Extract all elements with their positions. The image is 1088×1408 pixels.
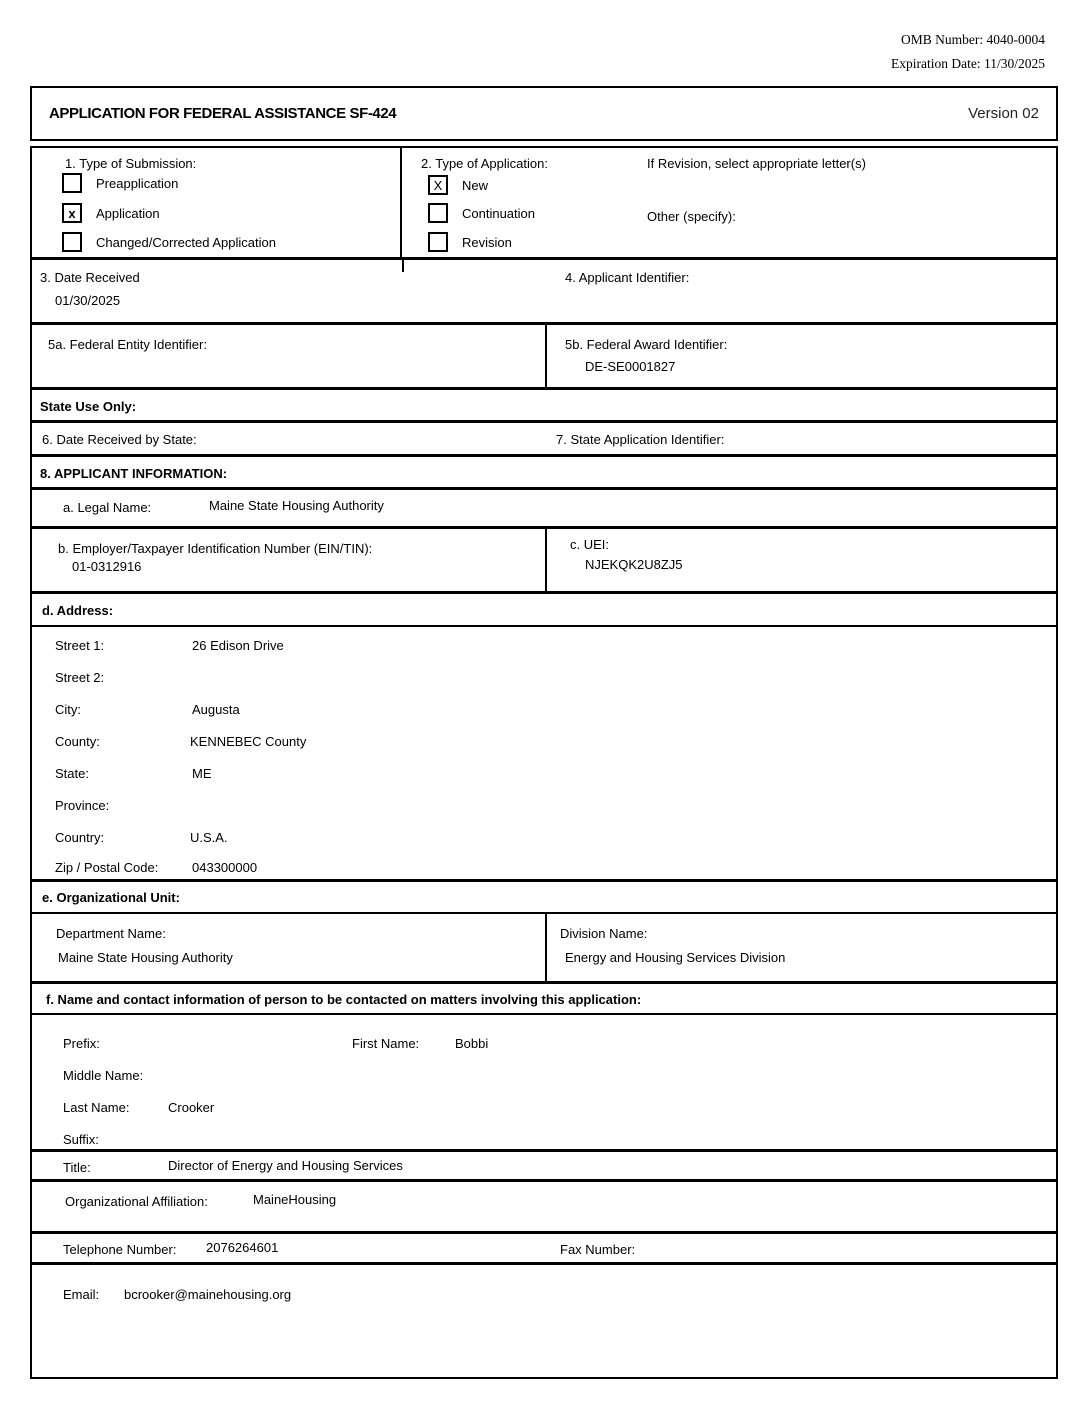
form-body xyxy=(30,146,1058,1379)
telephone-value[interactable]: 2076264601 xyxy=(206,1240,279,1255)
legal-name-value[interactable]: Maine State Housing Authority xyxy=(209,498,384,513)
federal-entity-identifier-label: 5a. Federal Entity Identifier: xyxy=(48,337,207,352)
application-label: Application xyxy=(96,205,160,221)
option-changed-corrected xyxy=(62,232,276,252)
prefix-label: Prefix: xyxy=(63,1035,100,1051)
row-legal-name xyxy=(32,490,1056,529)
org-affiliation-value[interactable]: MaineHousing xyxy=(253,1192,337,1207)
expiration-date: Expiration Date: 11/30/2025 xyxy=(891,56,1045,71)
row-department-division xyxy=(32,914,1056,984)
row-title xyxy=(32,1152,1056,1182)
division-name-value[interactable]: Energy and Housing Services Division xyxy=(565,950,786,965)
uei-value[interactable]: NJEKQK2U8ZJ5 xyxy=(585,557,683,572)
country-value[interactable]: U.S.A. xyxy=(190,829,228,845)
field-zip xyxy=(32,853,1056,882)
checkbox-preapplication[interactable] xyxy=(62,173,82,193)
new-label: New xyxy=(462,177,489,193)
street2-label: Street 2: xyxy=(55,669,105,685)
ein-value[interactable]: 01-0312916 xyxy=(72,559,142,574)
fax-label: Fax Number: xyxy=(560,1242,636,1257)
uei-cell xyxy=(547,529,1056,591)
date-received-cell xyxy=(32,260,565,322)
row-submission-application xyxy=(32,148,1056,260)
telephone-label: Telephone Number: xyxy=(63,1242,177,1257)
title-value[interactable]: Director of Energy and Housing Services xyxy=(168,1158,403,1173)
field-middle-name xyxy=(32,1059,1056,1091)
type-of-application-cell xyxy=(402,148,1056,257)
street1-value[interactable]: 26 Edison Drive xyxy=(192,637,284,653)
checkbox-changed-corrected[interactable] xyxy=(62,232,82,252)
row-state-use-only xyxy=(32,390,1056,423)
row-applicant-information-heading xyxy=(32,457,1056,490)
county-label: County: xyxy=(55,733,100,749)
state-label: State: xyxy=(55,765,89,781)
field-suffix xyxy=(32,1123,1056,1155)
row-email xyxy=(32,1265,1056,1377)
checkbox-revision[interactable] xyxy=(428,232,448,252)
option-continuation xyxy=(428,203,535,223)
address-heading: d. Address: xyxy=(42,603,114,618)
option-new xyxy=(428,175,488,195)
field-last-name xyxy=(32,1091,1056,1123)
type-of-submission-cell xyxy=(32,148,402,257)
date-received-by-state-label: 6. Date Received by State: xyxy=(42,432,197,447)
federal-award-identifier-label: 5b. Federal Award Identifier: xyxy=(565,337,728,352)
other-specify-label: Other (specify): xyxy=(647,209,736,224)
department-cell xyxy=(32,914,547,981)
preapplication-label: Preapplication xyxy=(96,175,179,191)
state-application-identifier-cell xyxy=(556,423,1056,454)
suffix-label: Suffix: xyxy=(63,1131,99,1147)
version-label: Version 02 xyxy=(968,105,1039,122)
division-name-label: Division Name: xyxy=(560,926,648,941)
option-revision xyxy=(428,232,512,252)
row-date-received xyxy=(32,260,1056,325)
field-county xyxy=(32,725,1056,757)
last-name-value[interactable]: Crooker xyxy=(168,1099,215,1115)
date-received-by-state-cell xyxy=(32,423,556,454)
state-application-identifier-label: 7. State Application Identifier: xyxy=(556,432,725,447)
federal-award-identifier-cell xyxy=(547,325,1056,387)
page-title: APPLICATION FOR FEDERAL ASSISTANCE SF-424 xyxy=(49,105,397,122)
omb-number: OMB Number: 4040-0004 xyxy=(901,32,1045,47)
department-name-value[interactable]: Maine State Housing Authority xyxy=(58,950,233,965)
row-federal-identifiers xyxy=(32,325,1056,390)
form-header xyxy=(30,86,1058,141)
zip-value[interactable]: 043300000 xyxy=(192,860,258,875)
field-street1 xyxy=(32,629,1056,661)
applicant-information-heading: 8. APPLICANT INFORMATION: xyxy=(40,466,228,481)
city-value[interactable]: Augusta xyxy=(192,701,240,717)
field-prefix xyxy=(32,1027,1056,1059)
email-label: Email: xyxy=(63,1287,100,1302)
row-contact-heading xyxy=(32,984,1056,1015)
option-preapplication xyxy=(62,173,178,193)
row-org-affiliation xyxy=(32,1182,1056,1234)
email-value[interactable]: bcrooker@mainehousing.org xyxy=(124,1287,292,1302)
checkbox-continuation[interactable] xyxy=(428,203,448,223)
field-country xyxy=(32,821,1056,853)
country-label: Country: xyxy=(55,829,105,845)
type-of-submission-label: 1. Type of Submission: xyxy=(65,156,197,171)
last-name-label: Last Name: xyxy=(63,1099,130,1115)
ein-label: b. Employer/Taxpayer Identification Number (EIN/TIN): xyxy=(58,541,373,556)
street1-label: Street 1: xyxy=(55,637,105,653)
county-value[interactable]: KENNEBEC County xyxy=(190,733,307,749)
row-address-heading xyxy=(32,594,1056,627)
date-received-label: 3. Date Received xyxy=(40,270,140,285)
state-use-only-label: State Use Only: xyxy=(40,399,137,414)
first-name-label: First Name: xyxy=(352,1035,420,1051)
state-value[interactable]: ME xyxy=(192,765,212,781)
applicant-identifier-label: 4. Applicant Identifier: xyxy=(565,270,690,285)
type-of-application-label: 2. Type of Application: xyxy=(421,156,548,171)
org-affiliation-label: Organizational Affiliation: xyxy=(65,1194,208,1209)
changed-corrected-label: Changed/Corrected Application xyxy=(96,234,276,250)
title-label: Title: xyxy=(63,1160,91,1175)
field-city xyxy=(32,693,1056,725)
row-telephone-fax xyxy=(32,1234,1056,1265)
contact-heading: f. Name and contact information of person to be contacted on matters involving this application: xyxy=(46,992,642,1007)
legal-name-label: a. Legal Name: xyxy=(63,500,152,515)
date-received-value[interactable]: 01/30/2025 xyxy=(55,293,121,308)
revision-note: If Revision, select appropriate letter(s) xyxy=(647,156,866,171)
checkbox-new[interactable]: X xyxy=(428,175,448,195)
omb-block xyxy=(891,28,1045,76)
continuation-label: Continuation xyxy=(462,205,535,221)
province-label: Province: xyxy=(55,797,110,813)
ein-cell xyxy=(32,529,547,591)
department-name-label: Department Name: xyxy=(56,926,166,941)
row-ein-uei xyxy=(32,529,1056,594)
division-cell xyxy=(547,914,1056,981)
revision-label: Revision xyxy=(462,234,512,250)
checkbox-application[interactable]: x xyxy=(62,203,82,223)
field-state xyxy=(32,757,1056,789)
option-application xyxy=(62,203,160,223)
zip-label: Zip / Postal Code: xyxy=(55,860,159,875)
org-unit-heading: e. Organizational Unit: xyxy=(42,890,180,905)
applicant-identifier-cell xyxy=(565,260,1056,322)
row-state-received xyxy=(32,423,1056,457)
contact-names-block xyxy=(32,1015,1056,1152)
city-label: City: xyxy=(55,701,81,717)
field-street2 xyxy=(32,661,1056,693)
row-org-unit-heading xyxy=(32,882,1056,914)
federal-entity-identifier-cell xyxy=(32,325,547,387)
address-block xyxy=(32,627,1056,882)
field-province xyxy=(32,789,1056,821)
federal-award-identifier-value[interactable]: DE-SE0001827 xyxy=(585,359,676,374)
middle-name-label: Middle Name: xyxy=(63,1067,144,1083)
uei-label: c. UEI: xyxy=(570,537,610,552)
first-name-value[interactable]: Bobbi xyxy=(455,1035,489,1051)
